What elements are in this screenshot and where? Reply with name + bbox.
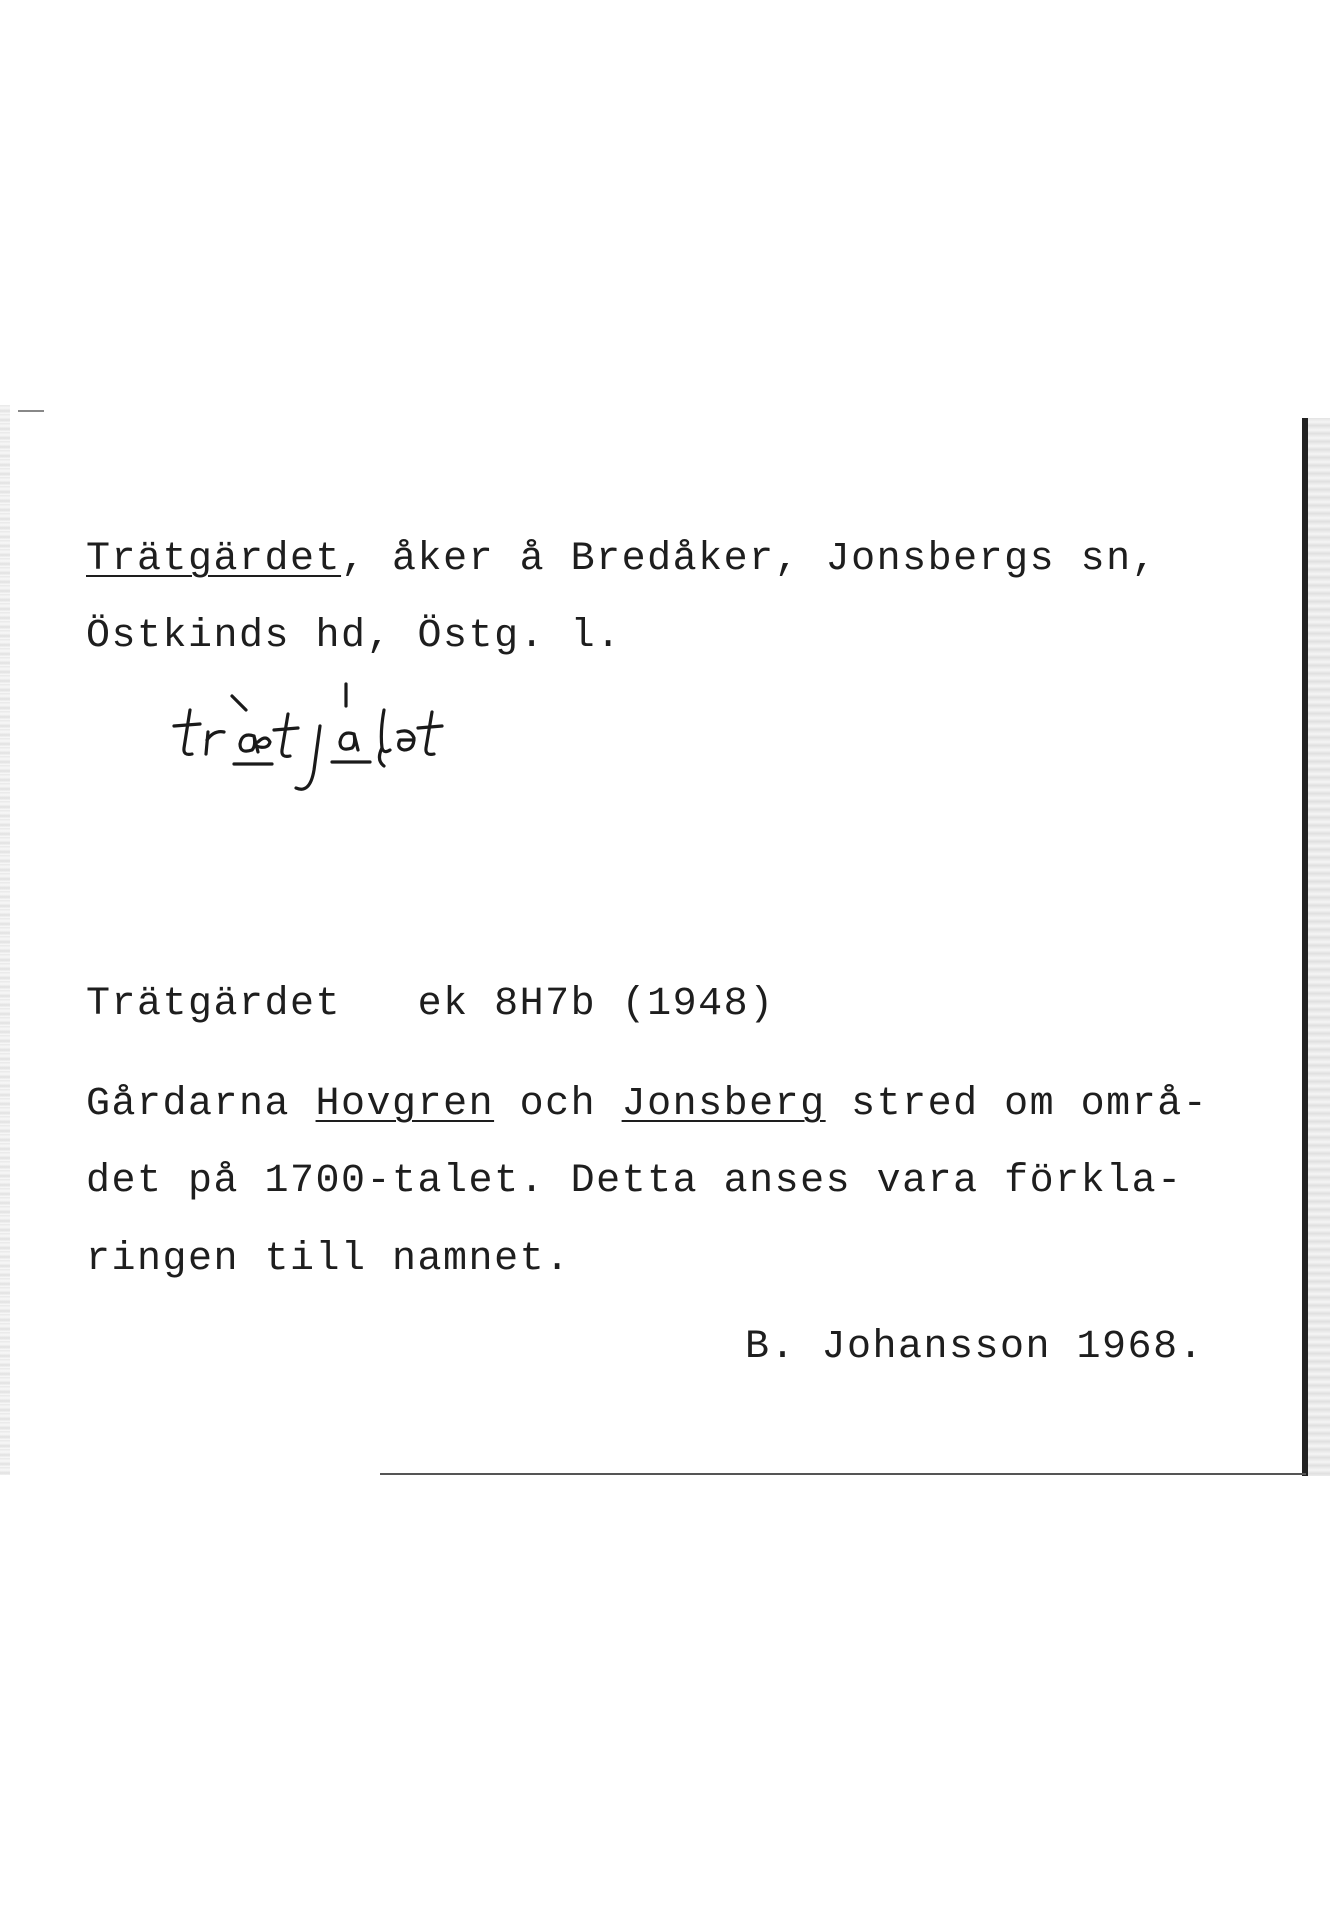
scan-edge-left <box>0 405 10 1475</box>
body-line-2: det på 1700-talet. Detta anses vara förkla- <box>86 1159 1183 1204</box>
phonetic-handwriting-drawing <box>170 670 590 820</box>
body-line-1 <box>86 1082 1209 1127</box>
entry-heading-line <box>86 537 1158 582</box>
reference-code: ek 8H7b (1948) <box>417 982 775 1027</box>
card-edge-bottom <box>380 1473 1306 1475</box>
headword: Trätgärdet <box>86 537 342 582</box>
body-text-b: och <box>494 1082 622 1127</box>
scan-mark <box>18 410 44 412</box>
name-hovgren: Hovgren <box>315 1082 495 1127</box>
reference-name: Trätgärdet <box>86 982 342 1027</box>
card-shadow-right <box>1308 418 1330 1476</box>
phonetic-handwriting <box>170 670 590 825</box>
body-text-c: stred om områ- <box>825 1082 1209 1127</box>
body-text-a: Gårdarna <box>86 1082 316 1127</box>
signature: B. Johansson 1968. <box>745 1325 1205 1370</box>
heading-location: , åker å Bredåker, Jonsbergs sn, <box>341 537 1158 582</box>
body-line-3: ringen till namnet. <box>86 1237 571 1282</box>
name-jonsberg: Jonsberg <box>621 1082 826 1127</box>
entry-location-line: Östkinds hd, Östg. l. <box>86 614 622 659</box>
reference-line <box>86 982 775 1027</box>
